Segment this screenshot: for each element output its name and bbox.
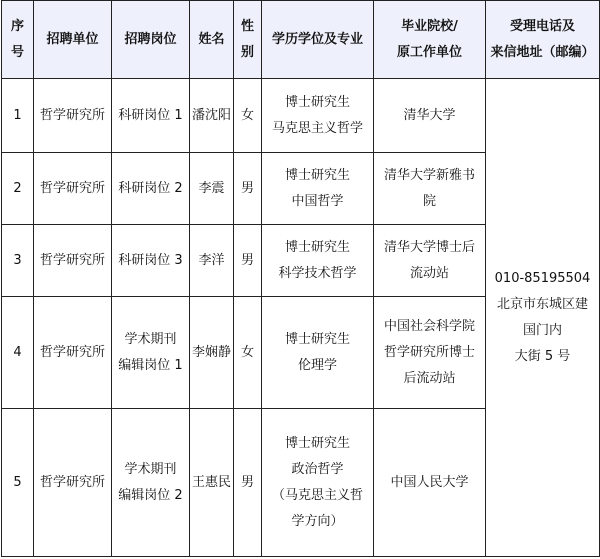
cell-edu: 博士研究生 马克思主义哲学 <box>262 79 374 153</box>
cell-post: 科研岗位 2 <box>112 153 190 225</box>
cell-contact: 010-85195504 北京市东城区建 国门内 大街 5 号 <box>486 79 600 557</box>
cell-post: 学术期刊 编辑岗位 1 <box>112 297 190 409</box>
cell-school: 清华大学新雅书 院 <box>374 153 486 225</box>
cell-gender: 女 <box>234 297 262 409</box>
header-unit: 招聘单位 <box>34 1 112 79</box>
cell-post: 科研岗位 3 <box>112 225 190 297</box>
table-row <box>2 79 600 153</box>
header-row <box>2 1 600 79</box>
cell-school: 中国社会科学院 哲学研究所博士 后流动站 <box>374 297 486 409</box>
cell-seq: 5 <box>2 409 34 557</box>
cell-gender: 男 <box>234 409 262 557</box>
cell-name: 李震 <box>190 153 234 225</box>
recruitment-table <box>1 0 600 557</box>
cell-edu: 博士研究生 中国哲学 <box>262 153 374 225</box>
cell-seq: 1 <box>2 79 34 153</box>
cell-edu: 博士研究生 伦理学 <box>262 297 374 409</box>
cell-edu: 博士研究生 政治哲学 （马克思主义哲 学方向） <box>262 409 374 557</box>
header-edu: 学历学位及专业 <box>262 1 374 79</box>
header-gender: 性别 <box>234 1 262 79</box>
cell-post: 学术期刊 编辑岗位 2 <box>112 409 190 557</box>
cell-name: 李洋 <box>190 225 234 297</box>
cell-school: 中国人民大学 <box>374 409 486 557</box>
cell-gender: 男 <box>234 153 262 225</box>
cell-name: 王惠民 <box>190 409 234 557</box>
cell-unit: 哲学研究所 <box>34 225 112 297</box>
cell-school: 清华大学 <box>374 79 486 153</box>
cell-gender: 女 <box>234 79 262 153</box>
cell-name: 李娴静 <box>190 297 234 409</box>
header-name: 姓名 <box>190 1 234 79</box>
header-school: 毕业院校/ 原工作单位 <box>374 1 486 79</box>
header-post: 招聘岗位 <box>112 1 190 79</box>
cell-unit: 哲学研究所 <box>34 409 112 557</box>
header-seq: 序 号 <box>2 1 34 79</box>
cell-seq: 2 <box>2 153 34 225</box>
cell-seq: 3 <box>2 225 34 297</box>
cell-edu: 博士研究生 科学技术哲学 <box>262 225 374 297</box>
cell-unit: 哲学研究所 <box>34 153 112 225</box>
cell-school: 清华大学博士后 流动站 <box>374 225 486 297</box>
cell-unit: 哲学研究所 <box>34 79 112 153</box>
cell-name: 潘沈阳 <box>190 79 234 153</box>
cell-gender: 男 <box>234 225 262 297</box>
cell-seq: 4 <box>2 297 34 409</box>
cell-post: 科研岗位 1 <box>112 79 190 153</box>
header-contact: 受理电话及 来信地址（邮编） <box>486 1 600 79</box>
cell-unit: 哲学研究所 <box>34 297 112 409</box>
